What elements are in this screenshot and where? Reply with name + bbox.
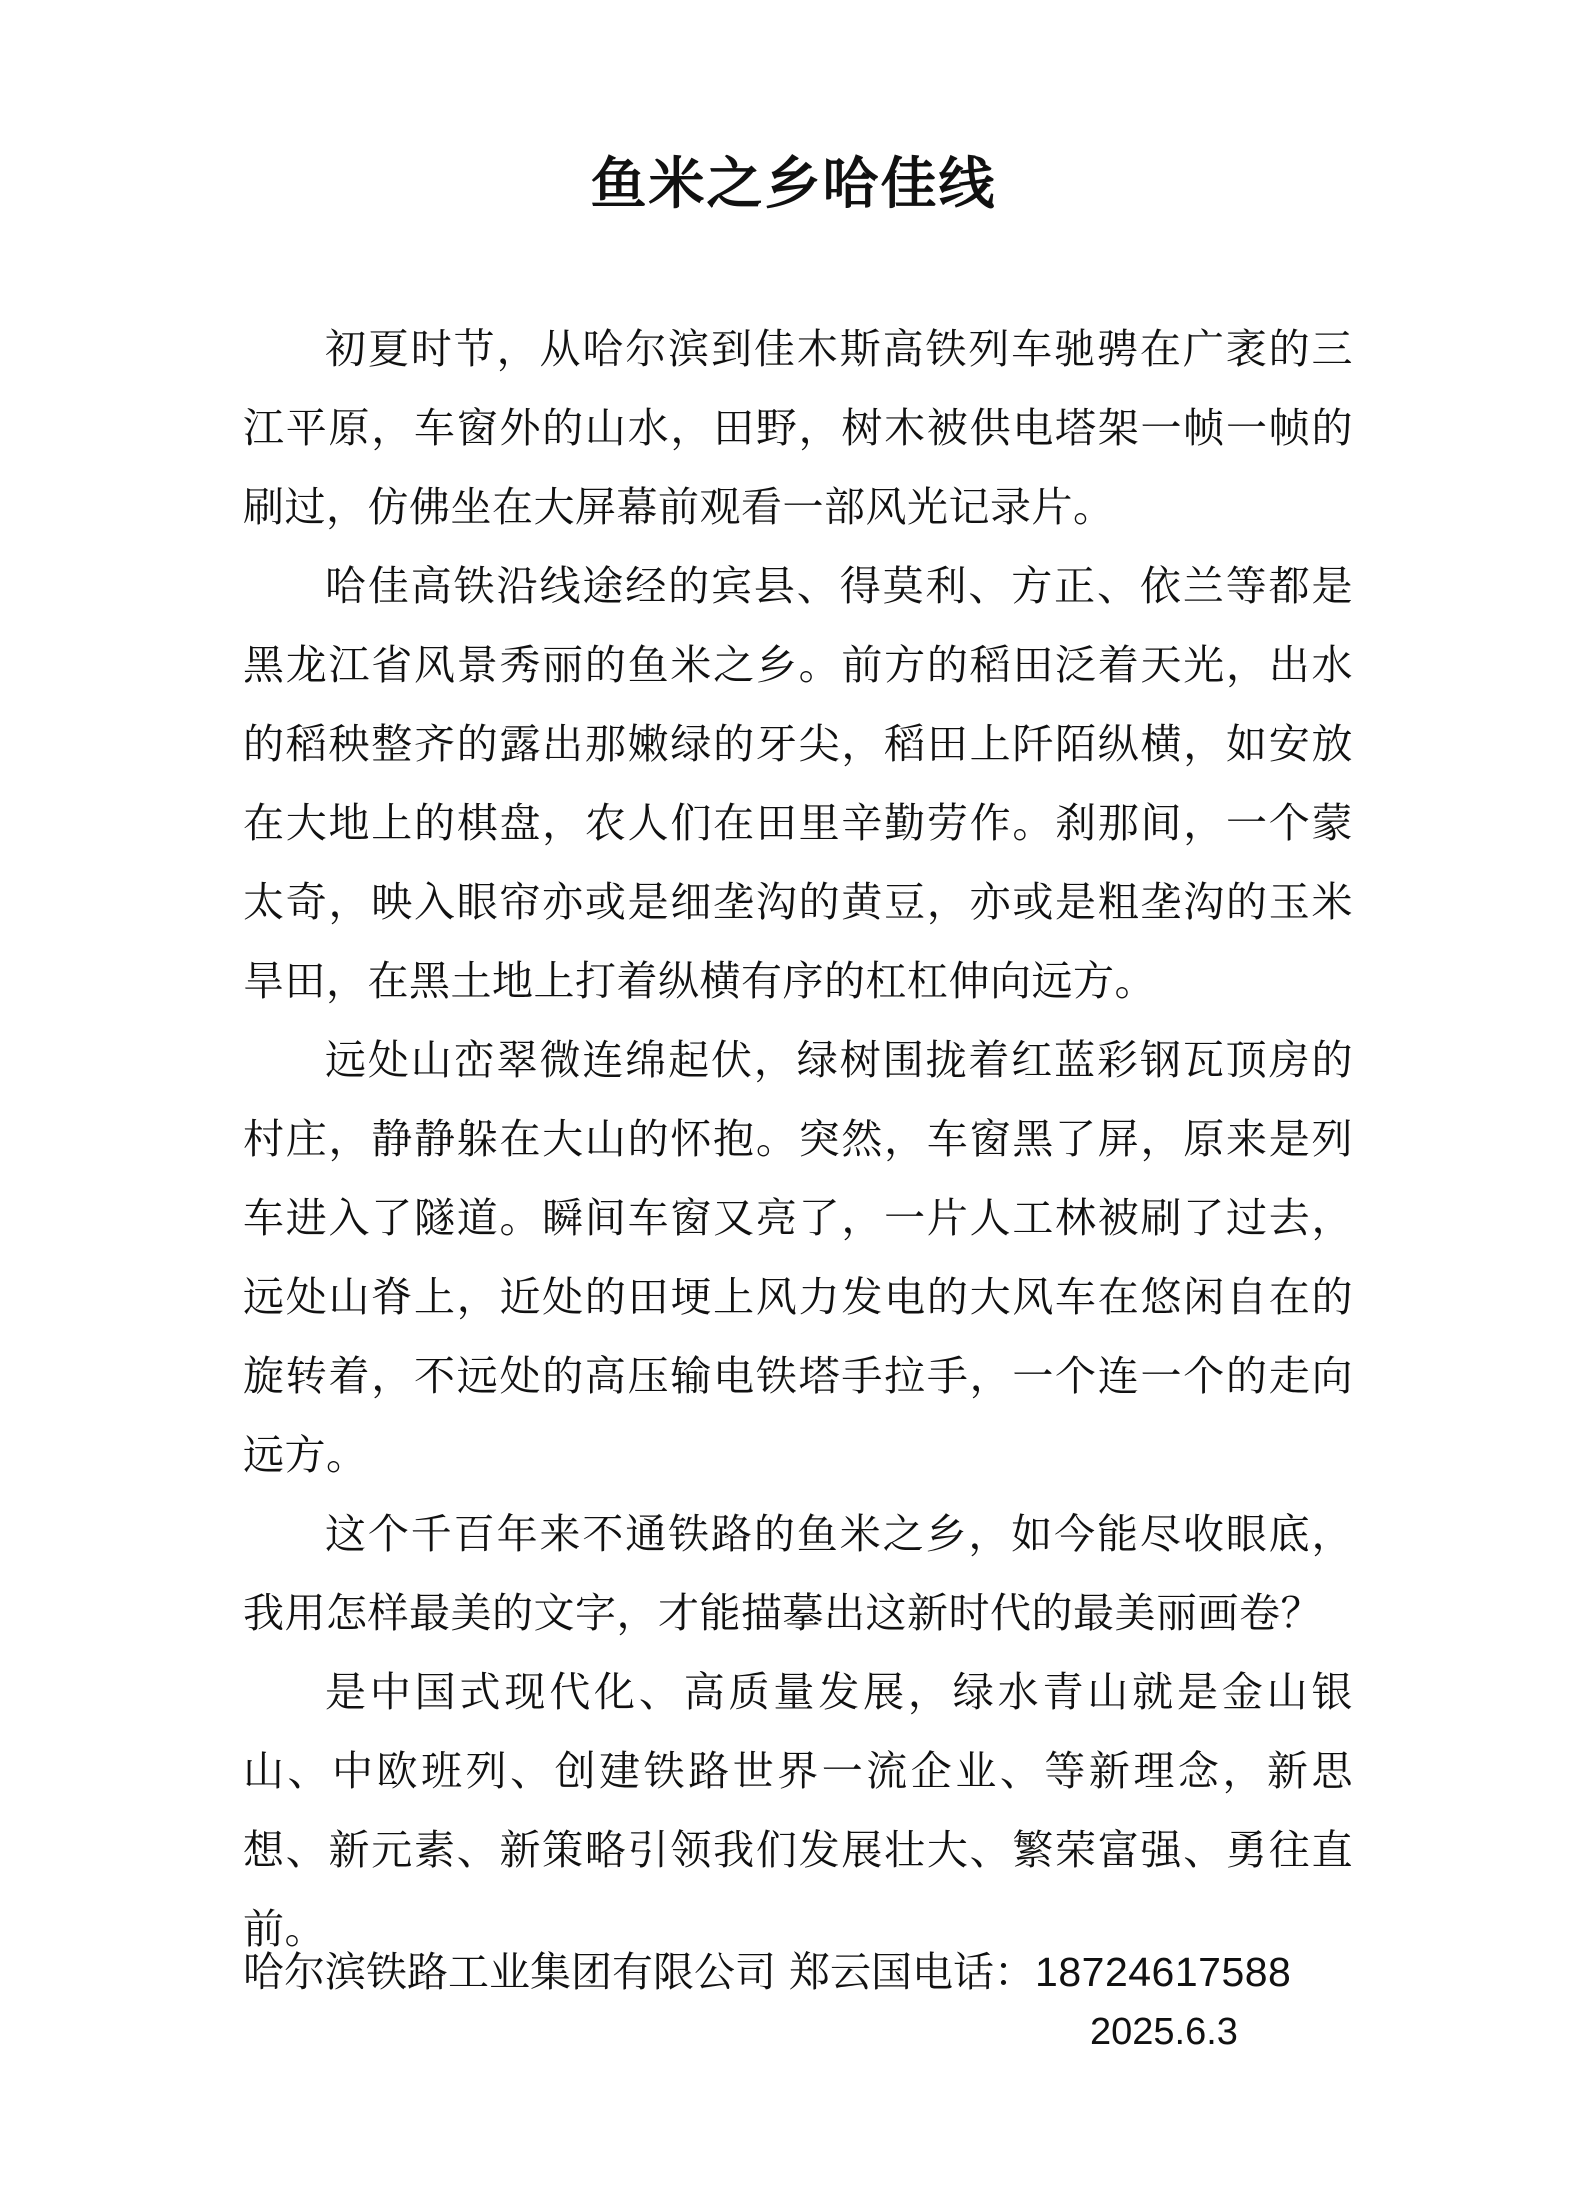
article-body	[243, 310, 1353, 1969]
paragraph-2: 哈佳高铁沿线途经的宾县、得莫利、方正、依兰等都是黑龙江省风景秀丽的鱼米之乡。前方的稻田泛着天光，出水的稻秧整齐的露出那嫩绿的牙尖，稻田上阡陌纵横，如安放在大地上的棋盘，农人们在田里辛勤劳作。刹那间，一个蒙太奇，映入眼帘亦或是细垄沟的黄豆，亦或是粗垄沟的玉米旱田，在黑土地上打着纵横有序的杠杠伸向远方。	[243, 562, 1353, 1005]
paragraph-3: 远处山峦翠微连绵起伏，绿树围拢着红蓝彩钢瓦顶房的村庄，静静躲在大山的怀抱。突然，车窗黑了屏，原来是列车进入了隧道。瞬间车窗又亮了，一片人工林被刷了过去，远处山脊上，近处的田埂上风力发电的大风车在悠闲自在的旋转着，不远处的高压输电铁塔手拉手，一个连一个的走向远方。	[243, 1036, 1353, 1479]
company-and-author: 哈尔滨铁路工业集团有限公司 郑云国电话：	[243, 1948, 1036, 1996]
document-date: 2025.6.3	[1090, 2011, 1238, 2053]
paragraph-4: 这个千百年来不通铁路的鱼米之乡，如今能尽收眼底，我用怎样最美的文字，才能描摹出这新时代的最美丽画卷？	[243, 1510, 1353, 1637]
author-contact	[243, 1942, 1353, 2002]
phone-number: 18724617588	[1035, 1949, 1292, 1995]
paragraph-1: 初夏时节，从哈尔滨到佳木斯高铁列车驰骋在广袤的三江平原，车窗外的山水，田野，树木被供电塔架一帧一帧的刷过，仿佛坐在大屏幕前观看一部风光记录片。	[243, 325, 1353, 531]
page-title: 鱼米之乡哈佳线	[590, 152, 997, 217]
paragraph-5: 是中国式现代化、高质量发展，绿水青山就是金山银山、中欧班列、创建铁路世界一流企业、等新理念，新思想、新元素、新策略引领我们发展壮大、繁荣富强、勇往直前。	[243, 1668, 1353, 1953]
